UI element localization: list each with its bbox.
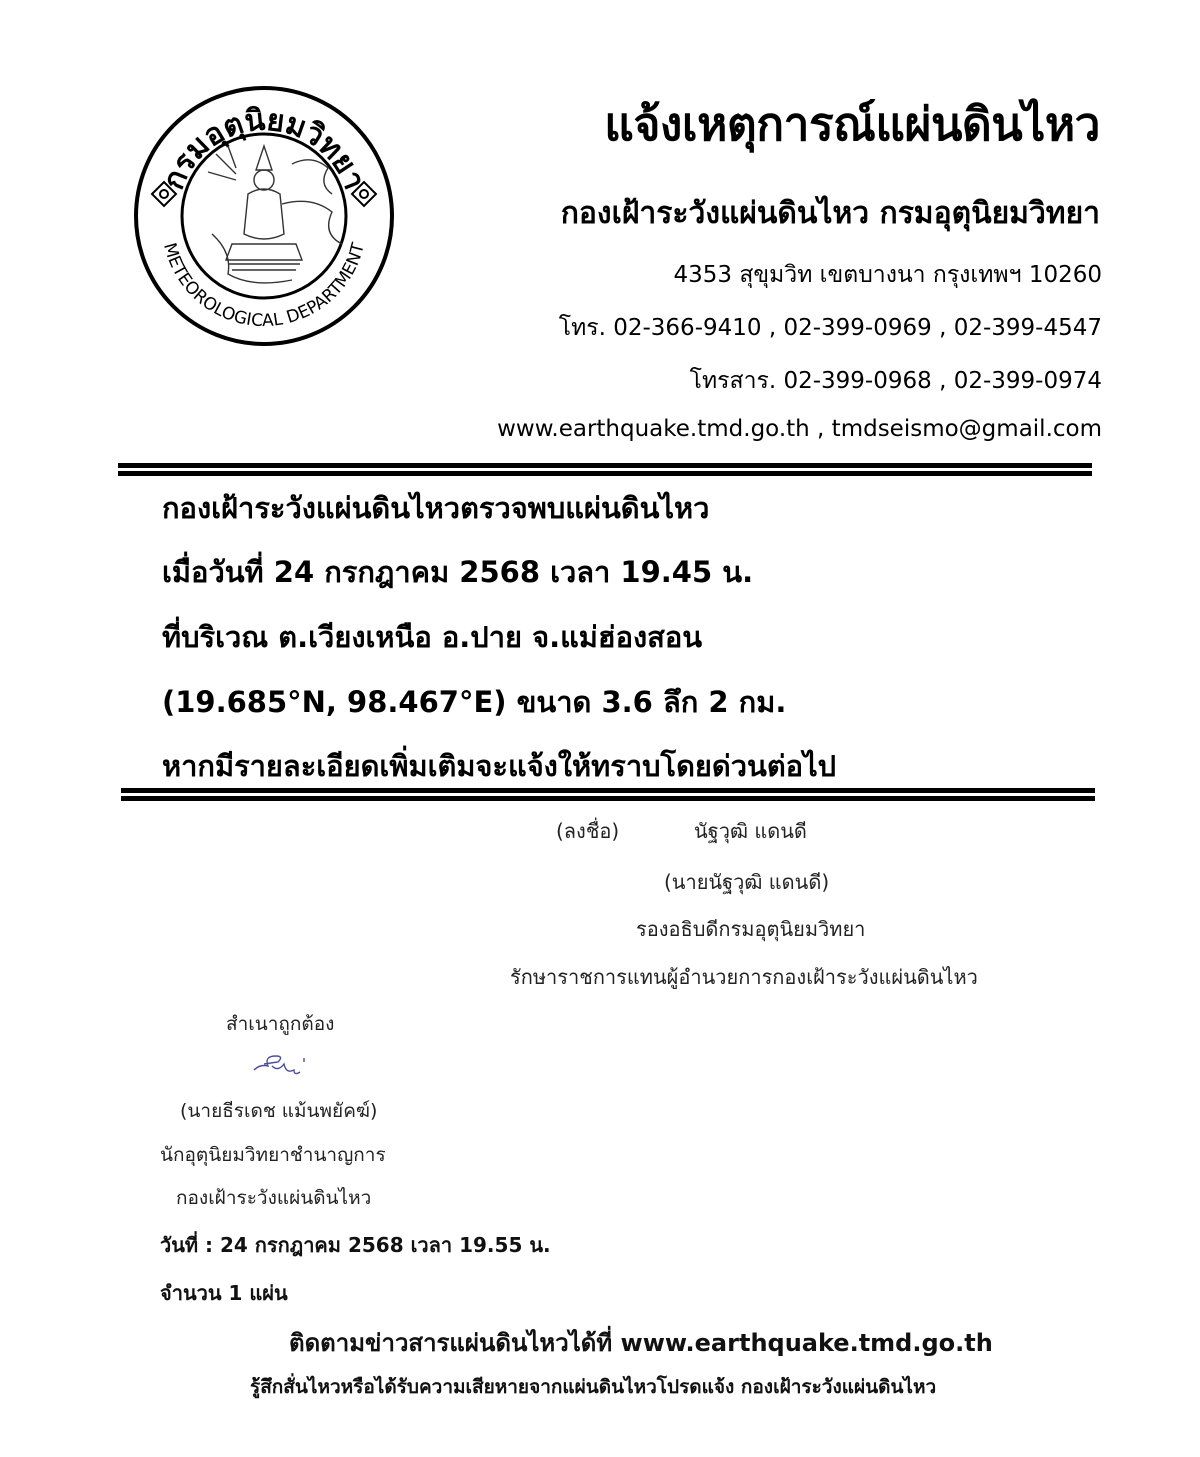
signatory-acting-position: รักษาราชการแทนผู้อำนวยการกองเฝ้าระวังแผ่นดินไหว bbox=[510, 965, 978, 989]
meteorological-department-seal bbox=[132, 84, 396, 348]
report-line: รู้สึกสั่นไหวหรือได้รับความเสียหายจากแผ่นดินไหวโปรดแจ้ง กองเฝ้าระวังแผ่นดินไหว bbox=[250, 1376, 937, 1398]
signature-name: นัฐวุฒิ แดนดี bbox=[694, 819, 807, 843]
announcement-line-5: หากมีรายละเอียดเพิ่มเติมจะแจ้งให้ทราบโดยด่วนต่อไป bbox=[162, 749, 837, 783]
announcement-line-1: กองเฝ้าระวังแผ่นดินไหวตรวจพบแผ่นดินไหว bbox=[162, 491, 710, 525]
sign-label: (ลงชื่อ) bbox=[556, 819, 620, 843]
divider-top-1 bbox=[118, 463, 1092, 468]
certified-copy-label: สำเนาถูกต้อง bbox=[226, 1013, 335, 1035]
svg-text:กรมอุตุนิยมวิทยา: กรมอุตุนิยมวิทยา bbox=[156, 102, 372, 195]
issue-date-line: วันที่ : 24 กรกฎาคม 2568 เวลา 19.55 น. bbox=[160, 1233, 551, 1257]
handwritten-signature-icon bbox=[250, 1052, 310, 1082]
announcement-line-4: (19.685°N, 98.467°E) ขนาด 3.6 ลึก 2 กม. bbox=[162, 685, 787, 719]
fax-numbers: โทรสาร. 02-399-0968 , 02-399-0974 bbox=[689, 368, 1102, 394]
certifier-full-name: (นายธีรเดช แม้นพยัคฆ์) bbox=[180, 1100, 378, 1122]
announcement-line-2: เมื่อวันที่ 24 กรกฎาคม 2568 เวลา 19.45 น. bbox=[162, 555, 754, 589]
certifier-division: กองเฝ้าระวังแผ่นดินไหว bbox=[176, 1187, 372, 1209]
certifier-position: นักอุตุนิยมวิทยาชำนาญการ bbox=[160, 1144, 386, 1166]
phone-numbers: โทร. 02-366-9410 , 02-399-0969 , 02-399-4547 bbox=[558, 315, 1102, 341]
signatory-full-name: (นายนัฐวุฒิ แดนดี) bbox=[664, 870, 830, 894]
announcement-line-3: ที่บริเวณ ต.เวียงเหนือ อ.ปาย จ.แม่ฮ่องสอน bbox=[162, 620, 703, 654]
divider-top-2 bbox=[118, 471, 1092, 476]
svg-text:METEOROLOGICAL DEPARTMENT: METEOROLOGICAL DEPARTMENT bbox=[159, 240, 369, 332]
divider-bottom-1 bbox=[121, 788, 1095, 793]
document-title: แจ้งเหตุการณ์แผ่นดินไหว bbox=[604, 97, 1100, 151]
website-email: www.earthquake.tmd.go.th , tmdseismo@gmail.com bbox=[497, 416, 1102, 442]
page-count-line: จำนวน 1 แผ่น bbox=[160, 1281, 288, 1305]
address: 4353 สุขุมวิท เขตบางนา กรุงเทพฯ 10260 bbox=[673, 262, 1102, 288]
division-name: กองเฝ้าระวังแผ่นดินไหว กรมอุตุนิยมวิทยา bbox=[560, 196, 1100, 231]
follow-news-line: ติดตามข่าวสารแผ่นดินไหวได้ที่ www.earthquake.tmd.go.th bbox=[289, 1329, 993, 1357]
divider-bottom-2 bbox=[121, 796, 1095, 801]
signatory-position: รองอธิบดีกรมอุตุนิยมวิทยา bbox=[636, 917, 866, 941]
